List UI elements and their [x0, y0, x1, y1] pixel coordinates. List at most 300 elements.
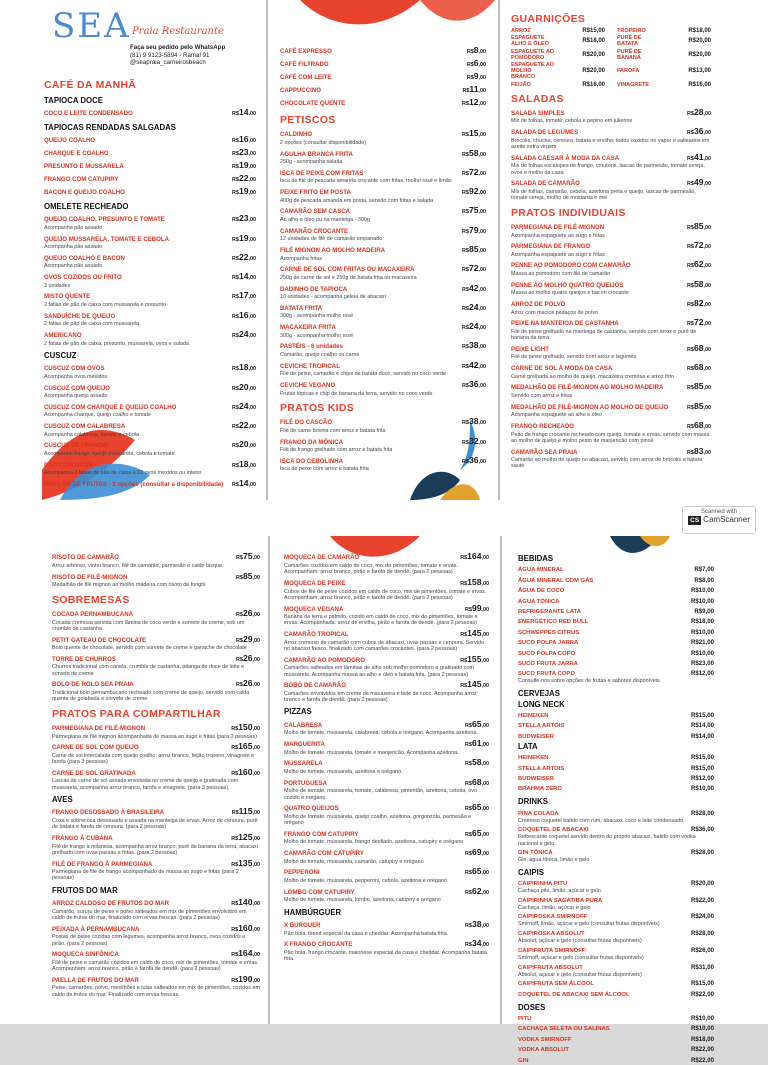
menu-item-row — [511, 421, 711, 432]
price-cents: ,00 — [248, 404, 256, 411]
item-price: R$15,00 — [690, 764, 714, 772]
menu-item — [511, 421, 711, 444]
menu-item-row — [518, 587, 714, 595]
price-value: 75 — [468, 205, 479, 216]
item-name: QUEIJO COALHO, PRESUNTO E TOMATE — [44, 216, 165, 224]
price-value: 72 — [693, 240, 704, 251]
price-value: 18 — [238, 362, 249, 373]
price-cents: ,00 — [252, 611, 260, 618]
price-cents: ,00 — [478, 170, 486, 177]
price-value: 23 — [238, 213, 249, 224]
price-cents: ,00 — [248, 164, 256, 171]
price-value: 68 — [471, 776, 482, 787]
menu-item-row — [44, 479, 256, 490]
menu-item — [518, 660, 714, 668]
menu-item-row — [52, 609, 260, 620]
item-name: CAMARÃO AO POMODORO — [284, 656, 366, 664]
menu-item-row — [518, 964, 714, 972]
item-name: MUSSARELA — [284, 760, 323, 768]
section-title: CAFÉ DA MANHÃ — [44, 79, 137, 91]
menu-item-row — [284, 655, 489, 666]
price-cents: ,00 — [703, 130, 711, 137]
price-value: 36 — [468, 378, 479, 389]
price-value: 164 — [238, 948, 253, 959]
menu-item — [511, 241, 711, 258]
item-name: SUCO FRUTA JARRA — [518, 660, 578, 667]
price-cents: ,00 — [481, 580, 489, 587]
menu-item — [518, 587, 714, 595]
price-cents: ,00 — [248, 481, 256, 488]
menu-item — [44, 187, 256, 198]
menu-item — [280, 303, 486, 320]
currency-label: R$ — [465, 831, 472, 838]
price-cents: ,00 — [478, 132, 486, 139]
item-price — [465, 829, 489, 840]
item-name: COCO E LEITE CONDENSADO — [44, 110, 133, 118]
price-cents: ,00 — [252, 682, 260, 689]
menu-item-row — [280, 303, 486, 314]
item-name: CARNE DE SOL À MODA DA CASA — [511, 365, 613, 373]
item-price — [465, 920, 489, 931]
item-price — [236, 679, 260, 690]
item-price — [232, 135, 256, 146]
item-name: ÁGUA TÔNICA — [518, 598, 560, 605]
price-value: 22 — [238, 173, 249, 184]
menu-item — [44, 330, 256, 347]
currency-label: R$ — [687, 449, 694, 456]
menu-item-row — [511, 178, 711, 189]
item-name: CEVICHE TROPICAL — [280, 362, 340, 370]
price-value: 65 — [471, 718, 482, 729]
menu-item-row — [52, 679, 260, 690]
menu-item — [44, 135, 256, 146]
price-value: 68 — [693, 362, 704, 373]
menu-item-row — [518, 765, 714, 773]
price-cents: ,00 — [478, 88, 486, 95]
currency-label: R$ — [462, 382, 469, 389]
menu-item — [518, 964, 714, 978]
price-value: 12 — [468, 97, 479, 108]
menu-column-sides-salads-mains — [511, 8, 711, 500]
item-price: R$28,00 — [690, 930, 714, 938]
price-cents: ,00 — [481, 851, 489, 858]
currency-label: R$ — [232, 177, 239, 184]
currency-label: R$ — [460, 657, 468, 664]
item-name: QUATRO QUEIJOS — [284, 805, 339, 813]
item-description: Smirnoff, açúcar e gelo (consultar frutas disponíveis) — [518, 954, 644, 961]
price-value: 58 — [471, 757, 482, 768]
price-value: 85 — [693, 381, 704, 392]
side-name: ARROZ — [511, 27, 531, 34]
menu-item — [280, 168, 486, 185]
menu-item-row — [280, 380, 486, 391]
menu-item-row — [518, 947, 714, 955]
item-price: R$12,00 — [690, 774, 714, 782]
menu-item — [511, 318, 711, 341]
price-value: 99 — [471, 602, 482, 613]
menu-item — [280, 361, 486, 378]
side-item — [511, 49, 605, 61]
item-name: CUSCUZ COM CALABRESA — [44, 423, 126, 431]
currency-label: R$ — [231, 770, 239, 777]
item-price — [232, 363, 256, 374]
item-description: Gin, água tônica, limão e gelo — [518, 857, 590, 864]
menu-item — [518, 1046, 714, 1054]
menu-item — [284, 867, 489, 884]
menu-item-row — [284, 920, 489, 931]
item-description: 10 unidades - acompanha geleia de abacaxi — [280, 294, 386, 301]
item-description: Camarões cozidos em caldo de coco, mix de pimentões, tomate e ervas. Acompanham: arroz branco, pirão e farofa de dendê. (para 2 pessoas) — [284, 562, 458, 576]
menu-item — [518, 650, 714, 658]
price-cents: ,00 — [703, 155, 711, 162]
currency-label: R$ — [462, 458, 469, 465]
menu-item — [280, 72, 486, 83]
item-price — [236, 635, 260, 646]
item-description: Brócolis, chuchu, cenoura, batata e ervilha, todos cozidos no vapor e salteados em azeite extra virgem — [511, 137, 710, 151]
item-price — [687, 447, 711, 458]
menu-item — [52, 975, 260, 998]
menu-item — [518, 810, 714, 824]
item-price: R$10,00 — [690, 628, 714, 636]
scanner-label: Scanned with — [700, 509, 738, 515]
menu-item-row — [44, 214, 256, 225]
item-price: R$21,00 — [690, 639, 714, 647]
currency-label: R$ — [231, 861, 239, 868]
menu-item — [280, 322, 486, 339]
menu-item — [518, 1057, 714, 1065]
menu-item-row — [44, 402, 256, 413]
item-price — [232, 311, 256, 322]
item-name: CUSCUZ COM CHARQUE E QUEIJO COALHO — [44, 403, 177, 411]
item-description: Camarão ao molho de queijo no abacaxi, servido com arroz de brócolis e batata sauté — [511, 457, 703, 470]
item-price: R$36,00 — [690, 826, 714, 834]
price-value: 34 — [471, 938, 482, 949]
item-name: AGULHA BRANCA FRITA — [280, 150, 353, 158]
item-price — [687, 363, 711, 374]
menu-item-row — [511, 108, 711, 119]
currency-label: R$ — [465, 606, 472, 613]
currency-label: R$ — [462, 209, 469, 216]
menu-item — [518, 826, 714, 847]
menu-item — [44, 148, 256, 159]
item-name: RISOTO DE CAMARÃO — [52, 554, 119, 562]
item-name: SALADA CAESAR À MODA DA CASA — [511, 154, 619, 162]
menu-item — [44, 383, 256, 400]
item-description: 250g - acompanha salada — [280, 159, 343, 166]
item-price: R$22,00 — [690, 896, 714, 904]
menu-item — [518, 629, 714, 637]
menu-item-row — [511, 363, 711, 374]
menu-item-row — [52, 635, 260, 646]
menu-item — [511, 108, 711, 125]
side-item — [617, 28, 711, 34]
menu-item-row — [518, 785, 714, 793]
item-name: PENNE AO POMODORO COM CAMARÃO — [511, 262, 631, 270]
item-name: BRAHMA ZERO — [518, 786, 562, 793]
side-name: ESPAGUETE AO MOLHO BRANCO — [511, 62, 555, 80]
item-price — [462, 361, 486, 372]
menu-item — [280, 226, 486, 243]
item-price — [687, 299, 711, 310]
menu-item — [518, 849, 714, 863]
item-description: Cremoso coquetel batido com rum, abacaxi, coco e leite condensado. — [518, 817, 685, 824]
item-name: AMERICANO — [44, 331, 82, 339]
menu-item-row — [284, 604, 489, 615]
price-value: 16 — [238, 309, 249, 320]
price-cents: ,00 — [252, 770, 260, 777]
price-value: 155 — [467, 653, 482, 664]
menu-item-row — [280, 264, 486, 275]
price-cents: ,00 — [703, 224, 711, 231]
menu-item-row — [52, 859, 260, 870]
item-name: BATATA FRITA — [280, 304, 323, 312]
price-cents: ,00 — [703, 321, 711, 328]
item-description: Camarões salteados em lâminas de alho sob molho pomodoro e gratinado com mussarela. Acompanha massa ao alho e óleo e batata frita. (para 2 pessoas) — [284, 665, 474, 678]
menu-item — [284, 552, 489, 575]
menu-item-row — [52, 742, 260, 753]
menu-item — [280, 341, 486, 358]
price-value: 18 — [238, 458, 249, 469]
item-price: R$28,00 — [690, 809, 714, 817]
menu-item — [518, 577, 714, 585]
item-price: R$22,00 — [690, 1046, 714, 1054]
price-value: 41 — [693, 151, 704, 162]
menu-item-row — [280, 284, 486, 295]
menu-item-row — [52, 898, 260, 909]
menu-item — [44, 161, 256, 172]
menu-item — [280, 456, 486, 473]
currency-label: R$ — [687, 302, 694, 309]
price-value: 24 — [238, 400, 249, 411]
item-description: 2 fatias de pão de caixa com mussarela e presunto — [44, 302, 166, 309]
menu-item-row — [280, 46, 486, 57]
item-price — [236, 654, 260, 665]
item-name: CAIPIFRUTA SEM ÁLCOOL — [518, 981, 594, 988]
menu-item-row — [518, 826, 714, 834]
price-cents: ,00 — [248, 177, 256, 184]
side-item — [617, 35, 711, 47]
currency-label: R$ — [232, 138, 239, 145]
price-cents: ,00 — [248, 275, 256, 282]
item-price — [462, 284, 486, 295]
price-cents: ,00 — [478, 305, 486, 312]
item-price — [232, 291, 256, 302]
item-price: R$23,00 — [690, 659, 714, 667]
side-price: R$20,00 — [582, 51, 605, 58]
menu-item — [284, 887, 489, 904]
price-value: 75 — [242, 551, 253, 562]
item-name: CUSCUZ DE FRANGO — [44, 442, 108, 450]
price-value: 24 — [468, 321, 479, 332]
currency-label: R$ — [232, 255, 239, 262]
item-name: PEIXE FRITO EM POSTA — [280, 189, 351, 197]
currency-label: R$ — [462, 248, 469, 254]
item-description: Cubos de filé de peixe cozidos em caldo de coco, mix de pimentões, tomate e ervas. Acompanham: arroz branco, pirão e farofa de dendê. (para 2 pessoas) — [284, 588, 487, 601]
item-name: REFRIGERANTE LATA — [518, 608, 581, 615]
price-cents: ,00 — [252, 810, 260, 817]
item-price — [462, 303, 486, 314]
price-cents: ,00 — [481, 632, 489, 639]
currency-label: R$ — [460, 580, 468, 587]
item-name: CAIPIROSKA SMIRNOFF — [518, 914, 588, 921]
item-name: SALADA DE LEGUMES — [511, 129, 579, 137]
item-description: Refrescante coquetel servido dentro do próprio abacaxi, batido com vodka nacional e gelo. — [518, 834, 696, 847]
menu-item — [518, 980, 714, 988]
item-description: Acompanha espaguete ao sugo e fritas — [511, 251, 605, 258]
item-price — [687, 153, 711, 164]
menu-item — [511, 222, 711, 239]
price-value: 65 — [471, 866, 482, 877]
item-price — [687, 222, 711, 233]
item-description: Arroz com macios pedaços de polvo — [511, 309, 598, 316]
menu-item-row — [52, 833, 260, 844]
menu-item-row — [44, 161, 256, 172]
item-price — [467, 72, 486, 83]
menu-item-row — [52, 975, 260, 986]
menu-item — [518, 733, 714, 741]
menu-item — [52, 742, 260, 765]
item-description: Absolut, açúcar e gelo (consultar frutas disponíveis) — [518, 971, 642, 978]
price-value: 8 — [473, 45, 479, 56]
item-name: QUEIJO MUSSARELA, TOMATE E CEBOLA — [44, 235, 170, 243]
item-description: Acompanha charque, queijo coalho e tomate — [44, 412, 151, 419]
currency-label: R$ — [462, 132, 469, 139]
price-cents: ,00 — [481, 870, 489, 877]
item-name: CAMARÃO CROCANTE — [280, 227, 349, 235]
menu-item-row — [52, 552, 260, 563]
item-name: COQUETEL DE ABACAXI — [518, 827, 589, 834]
price-value: 19 — [238, 186, 249, 197]
menu-item-row — [44, 253, 256, 264]
menu-item-row — [280, 129, 486, 140]
item-name: CUSCUZ COM QUEIJO — [44, 384, 111, 392]
menu-column-breakfast — [44, 74, 256, 500]
currency-label: R$ — [466, 49, 474, 56]
menu-item-row — [280, 245, 486, 256]
item-name: MOQUECA DE CAMARÃO — [284, 554, 360, 562]
side-price: R$16,00 — [582, 81, 605, 88]
item-description: Filé de peixe e camarão cozidos em caldo de coco, mix de pimentões, tomate e ervas. Acompanham: arroz branco, pirão e farofa de dendê. (para 2 pessoas) — [52, 959, 259, 973]
item-price — [231, 949, 260, 960]
item-name: LOMBO COM CATUPIRY — [284, 888, 355, 896]
currency-label: R$ — [231, 835, 239, 842]
menu-item — [511, 280, 711, 297]
currency-label: R$ — [232, 404, 239, 411]
sides-row — [511, 62, 711, 80]
price-cents: ,00 — [703, 404, 711, 411]
price-value: 14 — [238, 271, 249, 282]
item-description: Mix de folhas, camarão, cebola, azeitona preta e queijo, lascas de parmesão, tomate cereja, molho de mostarda e mel — [511, 188, 696, 202]
price-cents: ,00 — [252, 745, 260, 752]
menu-item-row — [44, 383, 256, 394]
sides-row — [511, 35, 711, 47]
currency-label: R$ — [465, 942, 472, 949]
currency-label: R$ — [462, 305, 469, 312]
menu-item — [280, 46, 486, 57]
item-price: R$10,00 — [690, 1014, 714, 1022]
price-cents: ,00 — [478, 439, 486, 446]
item-name: CAFÉ EXPRESSO — [280, 48, 332, 56]
item-name: BOBÓ DE CAMARÃO — [284, 682, 346, 690]
item-name: MOQUECA DE PEIXE — [284, 579, 346, 587]
price-cents: ,00 — [481, 806, 489, 813]
item-price: R$22,00 — [690, 990, 714, 998]
menu-item-row — [44, 291, 256, 302]
item-name: CUSCUZ COM OVOS — [44, 365, 105, 373]
price-value: 62 — [471, 885, 482, 896]
menu-item — [518, 608, 714, 616]
currency-label: R$ — [462, 190, 469, 197]
menu-item-row — [284, 778, 489, 789]
item-description: Molho de tomate, mussarela, frango desfiado, azeitona, catupiry e orégano — [284, 839, 464, 846]
side-name: PURÊ DE BATATA — [617, 35, 642, 47]
item-name: FRANGO DA MÔNICA — [280, 438, 344, 446]
item-description: Filé de peixe grelhado na manteiga de castanha, servido com arroz e purê de banana da terra — [511, 328, 697, 342]
item-name: PORTUGUESA — [284, 779, 327, 787]
item-price — [460, 680, 489, 691]
menu-item — [518, 566, 714, 574]
menu-item — [284, 848, 489, 865]
price-cents: ,00 — [703, 282, 711, 289]
currency-label: R$ — [231, 725, 239, 732]
item-price: R$15,00 — [690, 711, 714, 719]
currency-label: R$ — [232, 294, 239, 301]
item-name: CAMARÃO SEM CASCA — [280, 208, 351, 216]
item-price — [460, 655, 489, 666]
currency-label: R$ — [465, 742, 472, 749]
item-name: SUCO POLPA JARRA — [518, 640, 579, 647]
price-cents: ,00 — [481, 555, 489, 562]
item-price: R$20,00 — [690, 880, 714, 888]
price-cents: ,00 — [252, 901, 260, 908]
item-price — [687, 178, 711, 189]
item-price: R$15,00 — [690, 980, 714, 988]
currency-label: R$ — [232, 236, 239, 243]
currency-label: R$ — [232, 332, 239, 339]
subsection-title: DOSES — [518, 1002, 546, 1012]
item-description: Frutas tópicas e chip de banana da terra, servido no coco verde — [280, 390, 433, 397]
item-price — [232, 402, 256, 413]
item-description: Camarão, queijo coalho ou carne — [280, 352, 360, 358]
item-name: PARMEGIANA DE FRANGO — [511, 243, 591, 251]
price-cents: ,00 — [252, 977, 260, 984]
menu-item — [280, 149, 486, 166]
item-name: CAMARÃO TROPICAL — [284, 631, 349, 639]
side-price: R$20,00 — [582, 68, 605, 74]
side-item — [511, 62, 605, 80]
price-cents: ,00 — [481, 683, 489, 690]
price-cents: ,00 — [478, 62, 486, 69]
menu-item-row — [511, 222, 711, 233]
item-name: SUCO FRUTA COPO — [518, 671, 575, 678]
currency-label: R$ — [462, 325, 469, 332]
item-name: GIN TÔNICA — [518, 850, 553, 857]
menu-item-row — [511, 318, 711, 329]
item-price: R$12,00 — [690, 670, 714, 678]
item-price — [232, 174, 256, 185]
price-cents: ,00 — [703, 302, 711, 309]
price-cents: ,00 — [248, 462, 256, 469]
subsection-title: TAPIOCA DOCE — [44, 96, 103, 105]
item-price — [232, 214, 256, 225]
price-value: 16 — [238, 134, 249, 145]
price-value: 85 — [693, 400, 704, 411]
currency-label: R$ — [232, 443, 239, 450]
menu-item — [511, 153, 711, 176]
side-price: R$13,00 — [688, 68, 711, 74]
column-divider — [500, 536, 502, 1024]
item-description: 250g de carne de sol e 250g de batata frita ou macaxeira — [280, 274, 417, 281]
